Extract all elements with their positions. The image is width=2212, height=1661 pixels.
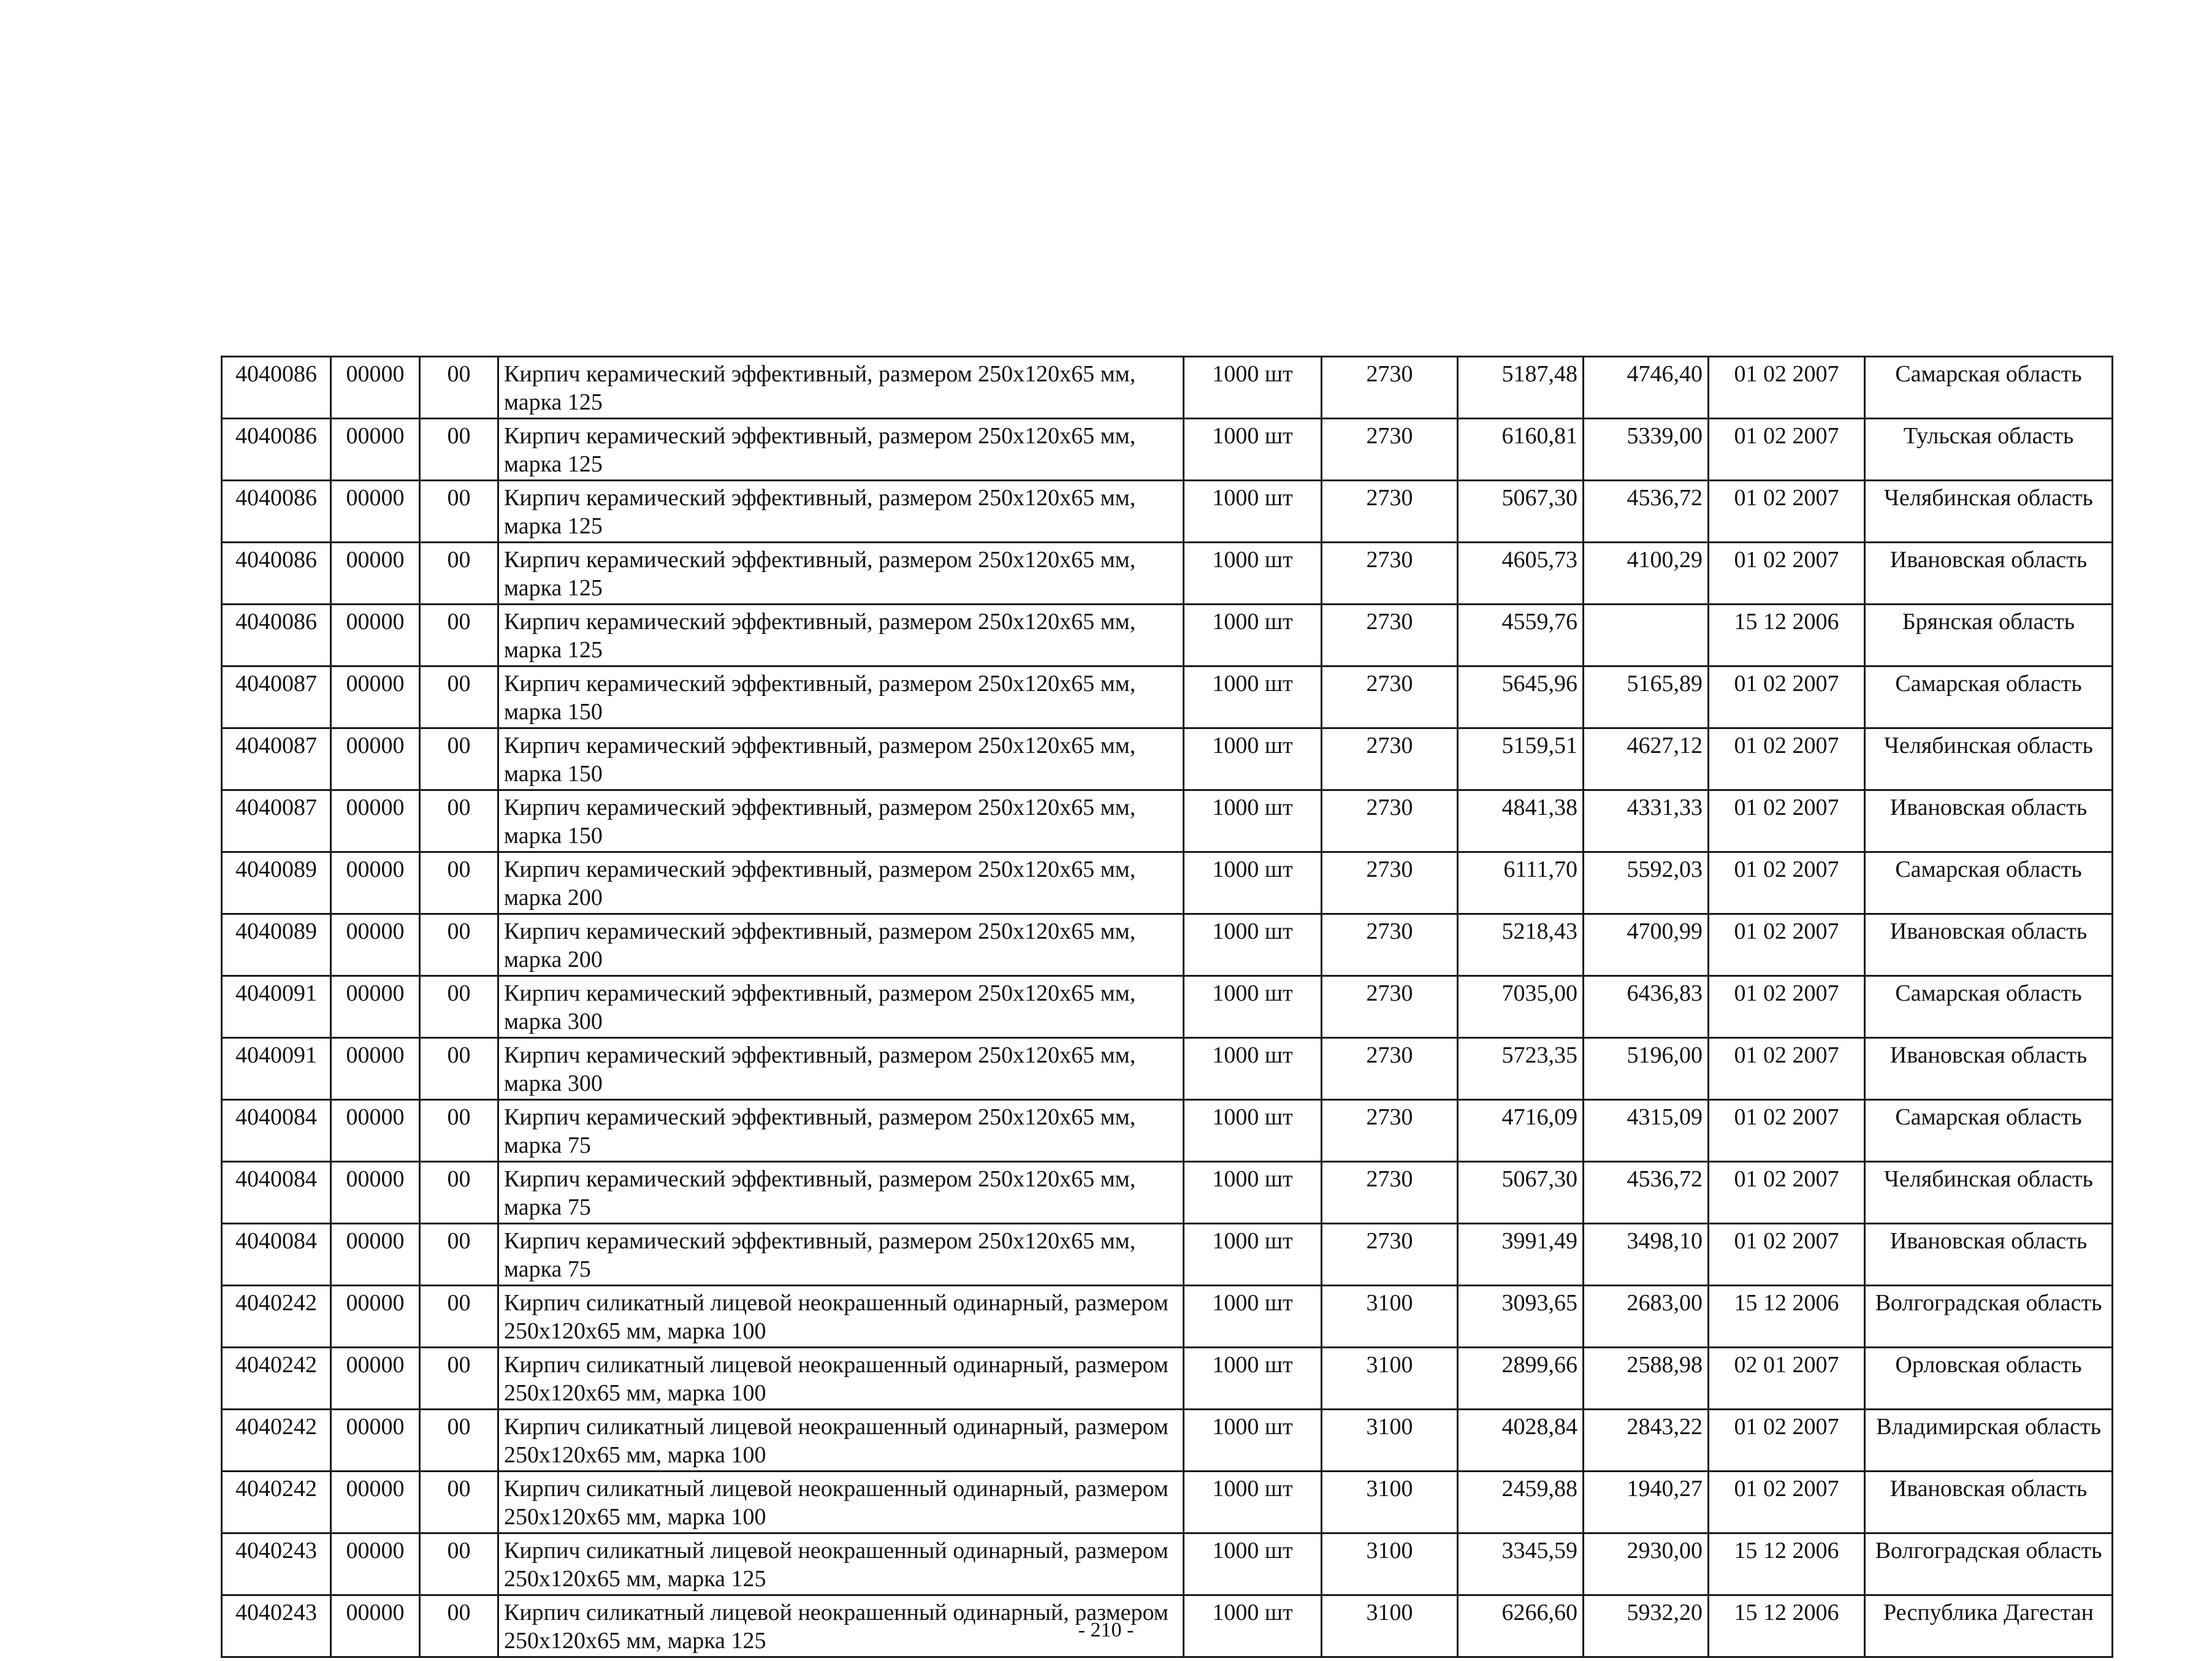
- subcode-cell: 00000: [331, 1100, 420, 1162]
- unit-cell: 1000 шт: [1184, 852, 1322, 914]
- product-code-cell: 4040087: [222, 790, 331, 852]
- product-code-cell: 4040087: [222, 666, 331, 728]
- product-name-cell: Кирпич керамический эффективный, размером 250x120x65 мм, марка 150: [498, 666, 1184, 728]
- okp-code-cell: 3100: [1322, 1348, 1458, 1410]
- product-name-cell: Кирпич керамический эффективный, размером 250x120x65 мм, марка 75: [498, 1162, 1184, 1224]
- region-cell: Челябинская область: [1865, 1162, 2113, 1224]
- version-cell: 00: [420, 605, 498, 666]
- unit-cell: 1000 шт: [1184, 605, 1322, 666]
- date-cell: 01 02 2007: [1709, 1100, 1865, 1162]
- table-row: [222, 481, 2113, 543]
- version-cell: 00: [420, 481, 498, 543]
- product-code-cell: 4040242: [222, 1472, 331, 1533]
- product-name-cell: Кирпич керамический эффективный, размером 250x120x65 мм, марка 75: [498, 1224, 1184, 1286]
- version-cell: 00: [420, 1472, 498, 1533]
- date-cell: 01 02 2007: [1709, 1472, 1865, 1533]
- product-code-cell: 4040243: [222, 1595, 331, 1657]
- subcode-cell: 00000: [331, 666, 420, 728]
- unit-cell: 1000 шт: [1184, 666, 1322, 728]
- price-without-vat-cell: 4536,72: [1584, 1162, 1709, 1224]
- date-cell: 01 02 2007: [1709, 419, 1865, 481]
- okp-code-cell: 2730: [1322, 481, 1458, 543]
- version-cell: 00: [420, 1533, 498, 1595]
- date-cell: 15 12 2006: [1709, 1286, 1865, 1348]
- price-without-vat-cell: 3498,10: [1584, 1224, 1709, 1286]
- product-code-cell: 4040243: [222, 1533, 331, 1595]
- price-cell: 5187,48: [1458, 357, 1584, 419]
- product-code-cell: 4040084: [222, 1100, 331, 1162]
- unit-cell: 1000 шт: [1184, 1533, 1322, 1595]
- price-without-vat-cell: 5196,00: [1584, 1038, 1709, 1100]
- price-cell: 5218,43: [1458, 914, 1584, 976]
- unit-cell: 1000 шт: [1184, 1348, 1322, 1410]
- page-number: - 210 -: [1078, 1619, 1134, 1641]
- unit-cell: 1000 шт: [1184, 481, 1322, 543]
- region-cell: Волгоградская область: [1865, 1286, 2113, 1348]
- unit-cell: 1000 шт: [1184, 357, 1322, 419]
- table-row: [222, 1038, 2113, 1100]
- product-name-cell: Кирпич керамический эффективный, размером 250x120x65 мм, марка 125: [498, 543, 1184, 605]
- okp-code-cell: 2730: [1322, 790, 1458, 852]
- unit-cell: 1000 шт: [1184, 1038, 1322, 1100]
- product-code-cell: 4040242: [222, 1410, 331, 1472]
- price-without-vat-cell: 6436,83: [1584, 976, 1709, 1038]
- unit-cell: 1000 шт: [1184, 419, 1322, 481]
- region-cell: Челябинская область: [1865, 481, 2113, 543]
- region-cell: Волгоградская область: [1865, 1533, 2113, 1595]
- price-cell: 5159,51: [1458, 728, 1584, 790]
- region-cell: Орловская область: [1865, 1348, 2113, 1410]
- price-table: [221, 356, 2113, 1658]
- price-cell: 6111,70: [1458, 852, 1584, 914]
- price-cell: 3991,49: [1458, 1224, 1584, 1286]
- table-row: [222, 914, 2113, 976]
- price-cell: 4559,76: [1458, 605, 1584, 666]
- version-cell: 00: [420, 1100, 498, 1162]
- date-cell: 15 12 2006: [1709, 605, 1865, 666]
- date-cell: 01 02 2007: [1709, 914, 1865, 976]
- unit-cell: 1000 шт: [1184, 1162, 1322, 1224]
- okp-code-cell: 2730: [1322, 728, 1458, 790]
- product-name-cell: Кирпич керамический эффективный, размером 250x120x65 мм, марка 200: [498, 914, 1184, 976]
- price-cell: 5067,30: [1458, 481, 1584, 543]
- subcode-cell: 00000: [331, 1595, 420, 1657]
- subcode-cell: 00000: [331, 976, 420, 1038]
- okp-code-cell: 2730: [1322, 976, 1458, 1038]
- unit-cell: 1000 шт: [1184, 728, 1322, 790]
- okp-code-cell: 3100: [1322, 1595, 1458, 1657]
- price-cell: 4841,38: [1458, 790, 1584, 852]
- price-cell: 2459,88: [1458, 1472, 1584, 1533]
- okp-code-cell: 3100: [1322, 1533, 1458, 1595]
- subcode-cell: 00000: [331, 1410, 420, 1472]
- region-cell: Ивановская область: [1865, 790, 2113, 852]
- region-cell: Самарская область: [1865, 976, 2113, 1038]
- subcode-cell: 00000: [331, 543, 420, 605]
- price-cell: 6266,60: [1458, 1595, 1584, 1657]
- price-without-vat-cell: 5165,89: [1584, 666, 1709, 728]
- price-without-vat-cell: 4331,33: [1584, 790, 1709, 852]
- subcode-cell: 00000: [331, 481, 420, 543]
- table-row: [222, 1533, 2113, 1595]
- price-without-vat-cell: 4627,12: [1584, 728, 1709, 790]
- okp-code-cell: 2730: [1322, 357, 1458, 419]
- table-row: [222, 419, 2113, 481]
- version-cell: 00: [420, 1038, 498, 1100]
- price-without-vat-cell: 4536,72: [1584, 481, 1709, 543]
- product-name-cell: Кирпич керамический эффективный, размером 250x120x65 мм, марка 75: [498, 1100, 1184, 1162]
- okp-code-cell: 2730: [1322, 852, 1458, 914]
- product-code-cell: 4040089: [222, 852, 331, 914]
- product-code-cell: 4040091: [222, 976, 331, 1038]
- okp-code-cell: 2730: [1322, 1100, 1458, 1162]
- product-code-cell: 4040086: [222, 543, 331, 605]
- date-cell: 01 02 2007: [1709, 1224, 1865, 1286]
- product-code-cell: 4040086: [222, 481, 331, 543]
- version-cell: 00: [420, 1348, 498, 1410]
- product-name-cell: Кирпич керамический эффективный, размером 250x120x65 мм, марка 150: [498, 790, 1184, 852]
- table-row: [222, 666, 2113, 728]
- price-cell: 3345,59: [1458, 1533, 1584, 1595]
- okp-code-cell: 2730: [1322, 666, 1458, 728]
- date-cell: 01 02 2007: [1709, 976, 1865, 1038]
- product-name-cell: Кирпич силикатный лицевой неокрашенный одинарный, размером 250x120x65 мм, марка 100: [498, 1348, 1184, 1410]
- table-row: [222, 1286, 2113, 1348]
- price-without-vat-cell: 5932,20: [1584, 1595, 1709, 1657]
- date-cell: 01 02 2007: [1709, 666, 1865, 728]
- table-row: [222, 852, 2113, 914]
- product-code-cell: 4040087: [222, 728, 331, 790]
- version-cell: 00: [420, 852, 498, 914]
- okp-code-cell: 2730: [1322, 605, 1458, 666]
- okp-code-cell: 3100: [1322, 1472, 1458, 1533]
- unit-cell: 1000 шт: [1184, 543, 1322, 605]
- date-cell: 01 02 2007: [1709, 852, 1865, 914]
- region-cell: Брянская область: [1865, 605, 2113, 666]
- region-cell: Самарская область: [1865, 1100, 2113, 1162]
- price-without-vat-cell: 4315,09: [1584, 1100, 1709, 1162]
- okp-code-cell: 3100: [1322, 1286, 1458, 1348]
- subcode-cell: 00000: [331, 1533, 420, 1595]
- unit-cell: 1000 шт: [1184, 976, 1322, 1038]
- price-without-vat-cell: 2588,98: [1584, 1348, 1709, 1410]
- unit-cell: 1000 шт: [1184, 914, 1322, 976]
- price-without-vat-cell: 2930,00: [1584, 1533, 1709, 1595]
- price-cell: 4028,84: [1458, 1410, 1584, 1472]
- product-name-cell: Кирпич керамический эффективный, размером 250x120x65 мм, марка 200: [498, 852, 1184, 914]
- price-without-vat-cell: 1940,27: [1584, 1472, 1709, 1533]
- price-cell: 2899,66: [1458, 1348, 1584, 1410]
- product-code-cell: 4040089: [222, 914, 331, 976]
- price-without-vat-cell: [1584, 605, 1709, 666]
- table-row: [222, 1162, 2113, 1224]
- subcode-cell: 00000: [331, 1348, 420, 1410]
- product-name-cell: Кирпич керамический эффективный, размером 250x120x65 мм, марка 125: [498, 605, 1184, 666]
- table-row: [222, 1472, 2113, 1533]
- product-name-cell: Кирпич силикатный лицевой неокрашенный одинарный, размером 250x120x65 мм, марка 125: [498, 1533, 1184, 1595]
- product-code-cell: 4040091: [222, 1038, 331, 1100]
- price-cell: 5723,35: [1458, 1038, 1584, 1100]
- okp-code-cell: 2730: [1322, 1162, 1458, 1224]
- product-code-cell: 4040086: [222, 419, 331, 481]
- price-without-vat-cell: 4700,99: [1584, 914, 1709, 976]
- price-cell: 7035,00: [1458, 976, 1584, 1038]
- version-cell: 00: [420, 1162, 498, 1224]
- region-cell: Владимирская область: [1865, 1410, 2113, 1472]
- subcode-cell: 00000: [331, 728, 420, 790]
- price-without-vat-cell: 4100,29: [1584, 543, 1709, 605]
- unit-cell: 1000 шт: [1184, 790, 1322, 852]
- subcode-cell: 00000: [331, 419, 420, 481]
- date-cell: 02 01 2007: [1709, 1348, 1865, 1410]
- price-cell: 4716,09: [1458, 1100, 1584, 1162]
- table-row: [222, 605, 2113, 666]
- region-cell: Ивановская область: [1865, 1472, 2113, 1533]
- version-cell: 00: [420, 790, 498, 852]
- version-cell: 00: [420, 357, 498, 419]
- subcode-cell: 00000: [331, 1286, 420, 1348]
- okp-code-cell: 2730: [1322, 419, 1458, 481]
- product-name-cell: Кирпич керамический эффективный, размером 250x120x65 мм, марка 150: [498, 728, 1184, 790]
- unit-cell: 1000 шт: [1184, 1100, 1322, 1162]
- unit-cell: 1000 шт: [1184, 1224, 1322, 1286]
- product-code-cell: 4040242: [222, 1348, 331, 1410]
- price-cell: 5067,30: [1458, 1162, 1584, 1224]
- date-cell: 15 12 2006: [1709, 1533, 1865, 1595]
- region-cell: Ивановская область: [1865, 543, 2113, 605]
- date-cell: 01 02 2007: [1709, 357, 1865, 419]
- product-name-cell: Кирпич силикатный лицевой неокрашенный одинарный, размером 250x120x65 мм, марка 100: [498, 1410, 1184, 1472]
- subcode-cell: 00000: [331, 790, 420, 852]
- product-code-cell: 4040084: [222, 1224, 331, 1286]
- okp-code-cell: 2730: [1322, 543, 1458, 605]
- subcode-cell: 00000: [331, 605, 420, 666]
- subcode-cell: 00000: [331, 1038, 420, 1100]
- product-name-cell: Кирпич силикатный лицевой неокрашенный одинарный, размером 250x120x65 мм, марка 100: [498, 1286, 1184, 1348]
- price-without-vat-cell: 2683,00: [1584, 1286, 1709, 1348]
- price-cell: 3093,65: [1458, 1286, 1584, 1348]
- table-row: [222, 543, 2113, 605]
- price-without-vat-cell: 5592,03: [1584, 852, 1709, 914]
- subcode-cell: 00000: [331, 1224, 420, 1286]
- product-code-cell: 4040086: [222, 357, 331, 419]
- product-code-cell: 4040242: [222, 1286, 331, 1348]
- price-without-vat-cell: 2843,22: [1584, 1410, 1709, 1472]
- product-name-cell: Кирпич керамический эффективный, размером 250x120x65 мм, марка 300: [498, 976, 1184, 1038]
- product-name-cell: Кирпич керамический эффективный, размером 250x120x65 мм, марка 125: [498, 357, 1184, 419]
- unit-cell: 1000 шт: [1184, 1410, 1322, 1472]
- unit-cell: 1000 шт: [1184, 1595, 1322, 1657]
- region-cell: Тульская область: [1865, 419, 2113, 481]
- date-cell: 01 02 2007: [1709, 728, 1865, 790]
- product-name-cell: Кирпич керамический эффективный, размером 250x120x65 мм, марка 300: [498, 1038, 1184, 1100]
- table-row: [222, 357, 2113, 419]
- table-row: [222, 1410, 2113, 1472]
- version-cell: 00: [420, 1286, 498, 1348]
- unit-cell: 1000 шт: [1184, 1286, 1322, 1348]
- region-cell: Республика Дагестан: [1865, 1595, 2113, 1657]
- table-row: [222, 728, 2113, 790]
- version-cell: 00: [420, 914, 498, 976]
- product-name-cell: Кирпич силикатный лицевой неокрашенный одинарный, размером 250x120x65 мм, марка 125: [498, 1595, 1184, 1657]
- okp-code-cell: 3100: [1322, 1410, 1458, 1472]
- subcode-cell: 00000: [331, 357, 420, 419]
- version-cell: 00: [420, 543, 498, 605]
- okp-code-cell: 2730: [1322, 914, 1458, 976]
- price-without-vat-cell: 5339,00: [1584, 419, 1709, 481]
- table-row: [222, 1100, 2113, 1162]
- region-cell: Самарская область: [1865, 357, 2113, 419]
- date-cell: 01 02 2007: [1709, 481, 1865, 543]
- version-cell: 00: [420, 1595, 498, 1657]
- price-cell: 6160,81: [1458, 419, 1584, 481]
- subcode-cell: 00000: [331, 852, 420, 914]
- subcode-cell: 00000: [331, 914, 420, 976]
- table-row: [222, 1224, 2113, 1286]
- table-row: [222, 1348, 2113, 1410]
- unit-cell: 1000 шт: [1184, 1472, 1322, 1533]
- price-without-vat-cell: 4746,40: [1584, 357, 1709, 419]
- region-cell: Ивановская область: [1865, 1224, 2113, 1286]
- region-cell: Ивановская область: [1865, 914, 2113, 976]
- date-cell: 01 02 2007: [1709, 790, 1865, 852]
- version-cell: 00: [420, 666, 498, 728]
- okp-code-cell: 2730: [1322, 1038, 1458, 1100]
- version-cell: 00: [420, 976, 498, 1038]
- table-row: [222, 790, 2113, 852]
- okp-code-cell: 2730: [1322, 1224, 1458, 1286]
- region-cell: Ивановская область: [1865, 1038, 2113, 1100]
- product-code-cell: 4040086: [222, 605, 331, 666]
- product-name-cell: Кирпич керамический эффективный, размером 250x120x65 мм, марка 125: [498, 419, 1184, 481]
- version-cell: 00: [420, 1410, 498, 1472]
- date-cell: 15 12 2006: [1709, 1595, 1865, 1657]
- subcode-cell: 00000: [331, 1472, 420, 1533]
- version-cell: 00: [420, 1224, 498, 1286]
- region-cell: Самарская область: [1865, 666, 2113, 728]
- product-name-cell: Кирпич керамический эффективный, размером 250x120x65 мм, марка 125: [498, 481, 1184, 543]
- version-cell: 00: [420, 728, 498, 790]
- date-cell: 01 02 2007: [1709, 1038, 1865, 1100]
- price-cell: 5645,96: [1458, 666, 1584, 728]
- region-cell: Челябинская область: [1865, 728, 2113, 790]
- date-cell: 01 02 2007: [1709, 543, 1865, 605]
- date-cell: 01 02 2007: [1709, 1162, 1865, 1224]
- price-cell: 4605,73: [1458, 543, 1584, 605]
- product-name-cell: Кирпич силикатный лицевой неокрашенный одинарный, размером 250x120x65 мм, марка 100: [498, 1472, 1184, 1533]
- version-cell: 00: [420, 419, 498, 481]
- region-cell: Самарская область: [1865, 852, 2113, 914]
- date-cell: 01 02 2007: [1709, 1410, 1865, 1472]
- table-body: [222, 357, 2113, 1657]
- subcode-cell: 00000: [331, 1162, 420, 1224]
- table-row: [222, 976, 2113, 1038]
- product-code-cell: 4040084: [222, 1162, 331, 1224]
